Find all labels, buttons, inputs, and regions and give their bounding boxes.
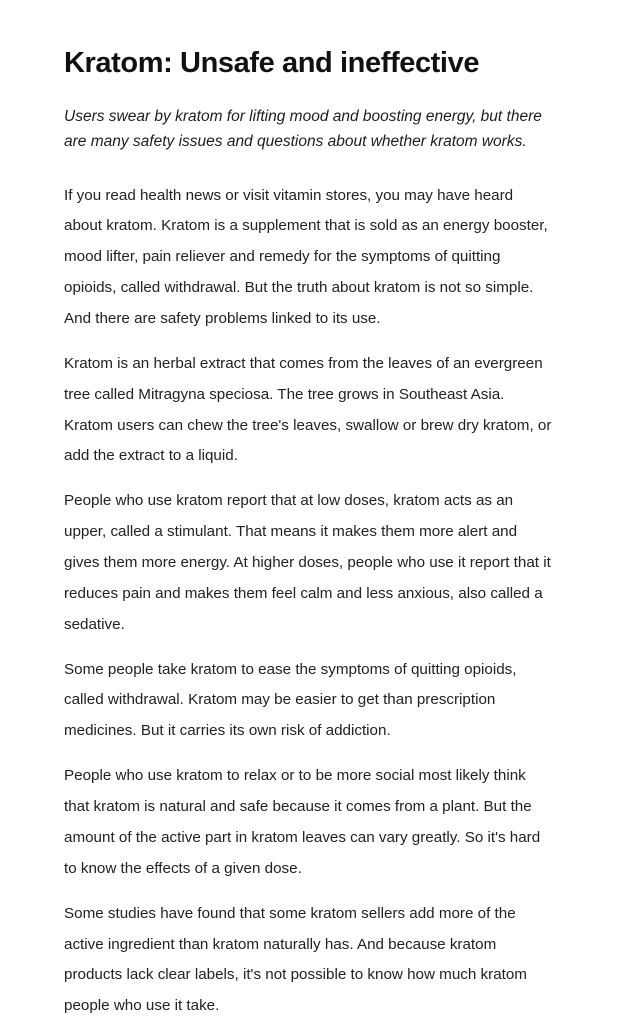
article-paragraph: Kratom is an herbal extract that comes from the leaves of an evergreen tree called Mitragyna speciosa. The tree grows in Southeast Asia. Kratom users can chew the tree's leaves, swallow or brew dry kratom, or add the extract to a liquid. (64, 354, 552, 465)
article-deck: Users swear by kratom for lifting mood and boosting energy, but there are many safety issues and questions about whether kratom works. (64, 108, 542, 151)
article-paragraph: People who use kratom report that at low doses, kratom acts as an upper, called a stimulant. That means it makes them more alert and gives them more energy. At higher doses, people who use it report that it reduces pain and makes them feel calm and less anxious, also called a sedative. (64, 492, 551, 633)
article-paragraph: Some studies have found that some kratom sellers add more of the active ingredient than kratom naturally has. And because kratom products lack clear labels, it's not possible to know how much kratom people who use it take. (64, 904, 527, 1015)
page-title: Kratom: Unsafe and ineffective (64, 47, 480, 79)
article-body (64, 181, 553, 1022)
article-paragraph: People who use kratom to relax or to be more social most likely think that kratom is natural and safe because it comes from a plant. But the amount of the active part in kratom leaves can vary greatly. So it's hard to know the effects of a given dose. (64, 767, 541, 877)
article-paragraph: Some people take kratom to ease the symptoms of quitting opioids, called withdrawal. Kratom may be easier to get than prescription medicines. But it carries its own risk of addiction. (64, 660, 517, 740)
article-paragraph: If you read health news or visit vitamin stores, you may have heard about kratom. Kratom is a supplement that is sold as an energy booster, mood lifter, pain reliever and remedy for the symptoms of quitting opioids, called withdrawal. But the truth about kratom is not so simple. And there are safety problems linked to its use. (64, 186, 548, 328)
